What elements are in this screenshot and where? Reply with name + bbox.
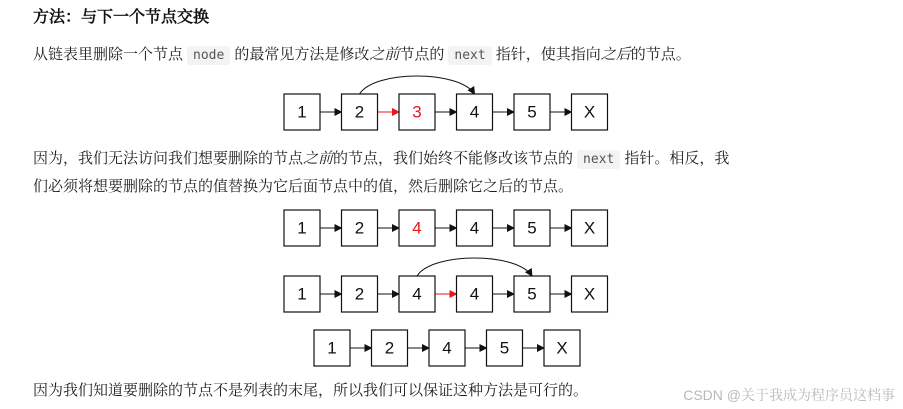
node-value: 2 (354, 218, 365, 238)
node-value: 4 (442, 338, 452, 358)
list-node (342, 94, 378, 130)
node-value: 5 (527, 218, 537, 238)
list-node (314, 330, 350, 366)
list-node (284, 94, 320, 130)
node-value: 5 (527, 102, 537, 122)
node-value: 2 (354, 284, 365, 304)
list-node (399, 94, 435, 130)
diagram-3 (0, 258, 903, 318)
node-value: X (556, 338, 568, 358)
list-node (572, 276, 608, 312)
node-value: 1 (297, 102, 307, 122)
list-node (284, 276, 320, 312)
skip-arc-arrow (360, 76, 475, 94)
list-node (487, 330, 523, 366)
list-node (457, 94, 493, 130)
skip-arc-arrow (417, 258, 532, 276)
list-node (514, 94, 550, 130)
paragraph-1: 从链表里删除一个节点 node 的最常见方法是修改之前节点的 next 指针，使其指向之后的节点。 (33, 45, 691, 63)
node-value: 5 (527, 284, 537, 304)
node-value: 2 (384, 338, 395, 358)
list-node (372, 330, 408, 366)
code-next: next (448, 46, 491, 65)
node-value: X (583, 102, 596, 122)
node-value: 1 (327, 338, 337, 358)
list-node (399, 210, 435, 246)
node-value: 5 (499, 338, 510, 358)
node-value: X (583, 284, 596, 304)
diagram-2 (0, 200, 903, 260)
list-node (572, 94, 608, 130)
node-value: 4 (469, 218, 480, 238)
node-value: 2 (354, 102, 365, 122)
list-node (342, 210, 378, 246)
list-node (342, 276, 378, 312)
paragraph-2-line2: 们必须将想要删除的节点的值替换为它后面节点中的值，然后删除它之后的节点。 (33, 177, 574, 195)
code-next: next (577, 150, 620, 169)
list-node (514, 276, 550, 312)
paragraph-3: 因为我们知道要删除的节点不是列表的末尾，所以我们可以保证这种方法是可行的。 (33, 381, 589, 399)
node-value: 1 (297, 218, 307, 238)
node-value: 4 (412, 284, 422, 304)
list-node (457, 210, 493, 246)
list-node (284, 210, 320, 246)
paragraph-2: 因为，我们无法访问我们想要删除的节点之前的节点，我们始终不能修改该节点的 next 指针。相反，我 (33, 149, 730, 167)
node-value: 4 (469, 102, 480, 122)
list-node (429, 330, 465, 366)
diagram-1 (0, 76, 903, 136)
list-node (457, 276, 493, 312)
watermark: CSDN @关于我成为程序员这档事 (683, 387, 895, 403)
code-node: node (187, 46, 230, 65)
list-node (399, 276, 435, 312)
list-node (544, 330, 580, 366)
section-heading: 方法：与下一个节点交换 (33, 7, 210, 26)
node-value: X (583, 218, 596, 238)
node-value: 4 (469, 284, 480, 304)
node-value: 3 (412, 102, 422, 122)
list-node (514, 210, 550, 246)
list-node (572, 210, 608, 246)
node-value: 4 (412, 218, 422, 238)
diagram-4 (0, 318, 903, 378)
node-value: 1 (297, 284, 307, 304)
